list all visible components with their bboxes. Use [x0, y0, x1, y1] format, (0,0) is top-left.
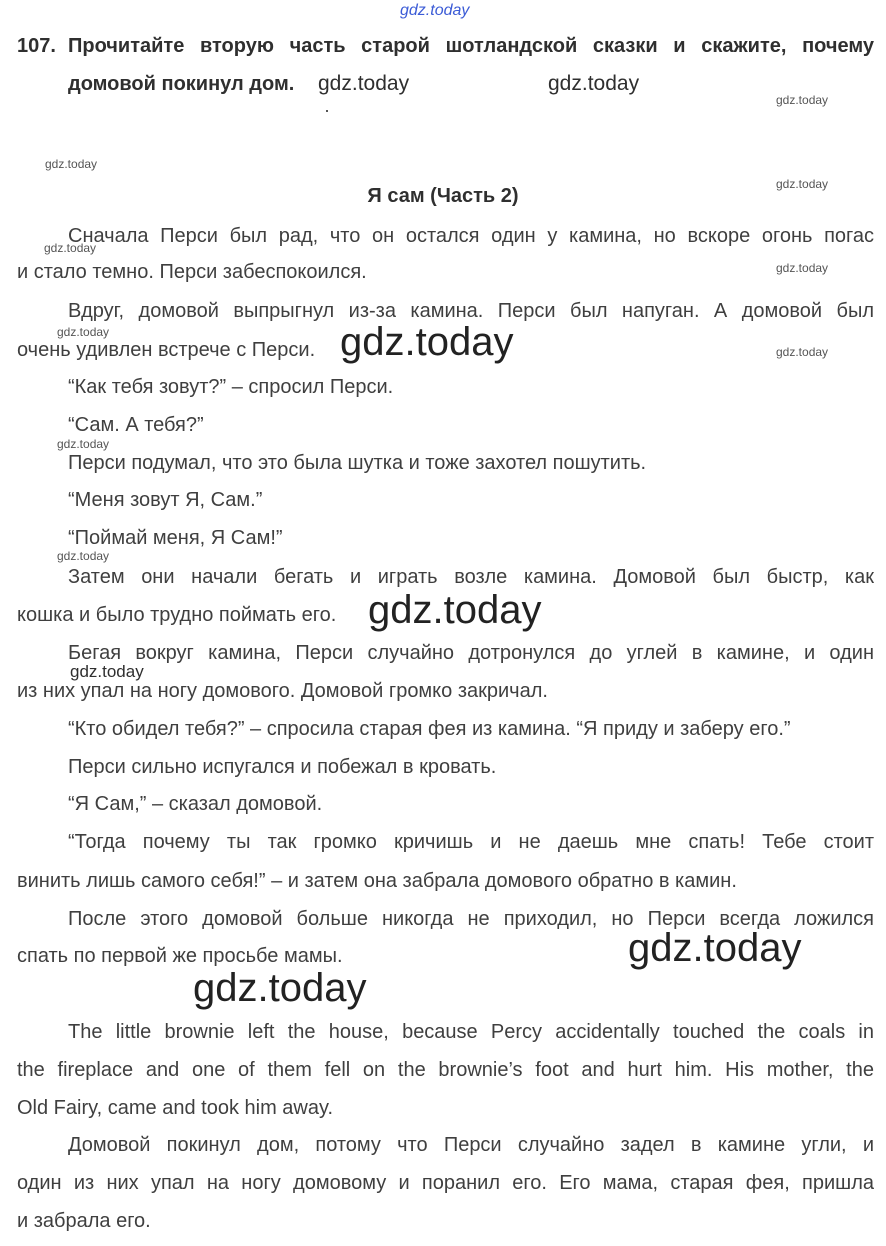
task-number: 107. [17, 35, 56, 57]
watermark: gdz.today [628, 926, 802, 970]
watermark: gdz.today [368, 588, 542, 632]
watermark: gdz.today [340, 320, 514, 364]
story-line: Затем они начали бегать и играть возле камина. Домовой был быстр, как [68, 566, 874, 588]
story-line: спать по первой же просьбе мамы. [17, 945, 343, 967]
story-line: После этого домовой больше никогда не приходил, но Перси всегда ложился [68, 908, 874, 930]
story-line: Перси подумал, что это была шутка и тоже захотел пошутить. [68, 452, 647, 474]
answer-russian-line: один из них упал на ногу домовому и поранил его. Его мама, старая фея, пришла [17, 1172, 874, 1194]
story-title: Я сам (Часть 2) [367, 185, 519, 207]
watermark: gdz.today [45, 157, 98, 171]
story-line: и стало темно. Перси забеспокоился. [17, 261, 367, 283]
story-line: “Поймай меня, Я Сам!” [68, 527, 283, 549]
story-line: Вдруг, домовой выпрыгнул из-за камина. Перси был напуган. А домовой был [68, 300, 874, 322]
story-line: “Как тебя зовут?” – спросил Перси. [68, 376, 394, 398]
watermark: gdz.today [776, 93, 829, 107]
watermark: gdz.today [44, 241, 97, 255]
task-instruction-line-2: домовой покинул дом. [68, 73, 295, 95]
story-line: Перси сильно испугался и побежал в кровать. [68, 756, 497, 778]
answer-english-line: The little brownie left the house, because Percy accidentally touched the coals in [68, 1021, 874, 1043]
story-line: “Кто обидел тебя?” – спросила старая фея из камина. “Я приду и заберу его.” [68, 718, 791, 740]
story-line: Сначала Перси был рад, что он остался один у камина, но вскоре огонь погас [68, 225, 874, 247]
watermark: gdz.today [776, 345, 829, 359]
answer-english-line: Old Fairy, came and took him away. [17, 1097, 334, 1119]
story-line: из них упал на ногу домового. Домовой громко закричал. [17, 680, 548, 702]
story-line: Бегая вокруг камина, Перси случайно дотронулся до углей в камине, и один [68, 642, 874, 664]
story-line: очень удивлен встрече с Перси. [17, 339, 316, 361]
answer-english-line: the fireplace and one of them fell on the brownie’s foot and hurt him. His mother, the [17, 1059, 874, 1081]
story-line: винить лишь самого себя!” – и затем она забрала домового обратно в камин. [17, 870, 737, 892]
watermark: gdz.today [776, 261, 829, 275]
answer-russian-line: и забрала его. [17, 1210, 151, 1232]
story-line: кошка и было трудно поймать его. [17, 604, 337, 626]
watermark: gdz.today [57, 325, 110, 339]
answer-russian-line: Домовой покинул дом, потому что Перси случайно задел в камине угли, и [68, 1134, 874, 1156]
watermark: gdz.today [70, 662, 144, 681]
watermark-top: gdz.today [400, 2, 470, 19]
task-instruction-line-1: Прочитайте вторую часть старой шотландской сказки и скажите, почему [68, 35, 874, 57]
watermark: gdz.today [193, 966, 367, 1010]
watermark: gdz.today [318, 72, 410, 95]
watermark: gdz.today [776, 177, 829, 191]
story-line: “Меня зовут Я, Сам.” [68, 489, 263, 511]
watermark: gdz.today [57, 549, 110, 563]
stray-dot [326, 110, 328, 112]
watermark: gdz.today [548, 72, 640, 95]
story-line: “Тогда почему ты так громко кричишь и не даешь мне спать! Тебе стоит [68, 831, 874, 853]
story-line: “Я Сам,” – сказал домовой. [68, 793, 323, 815]
story-line: “Сам. А тебя?” [68, 414, 204, 436]
watermark: gdz.today [57, 437, 110, 451]
